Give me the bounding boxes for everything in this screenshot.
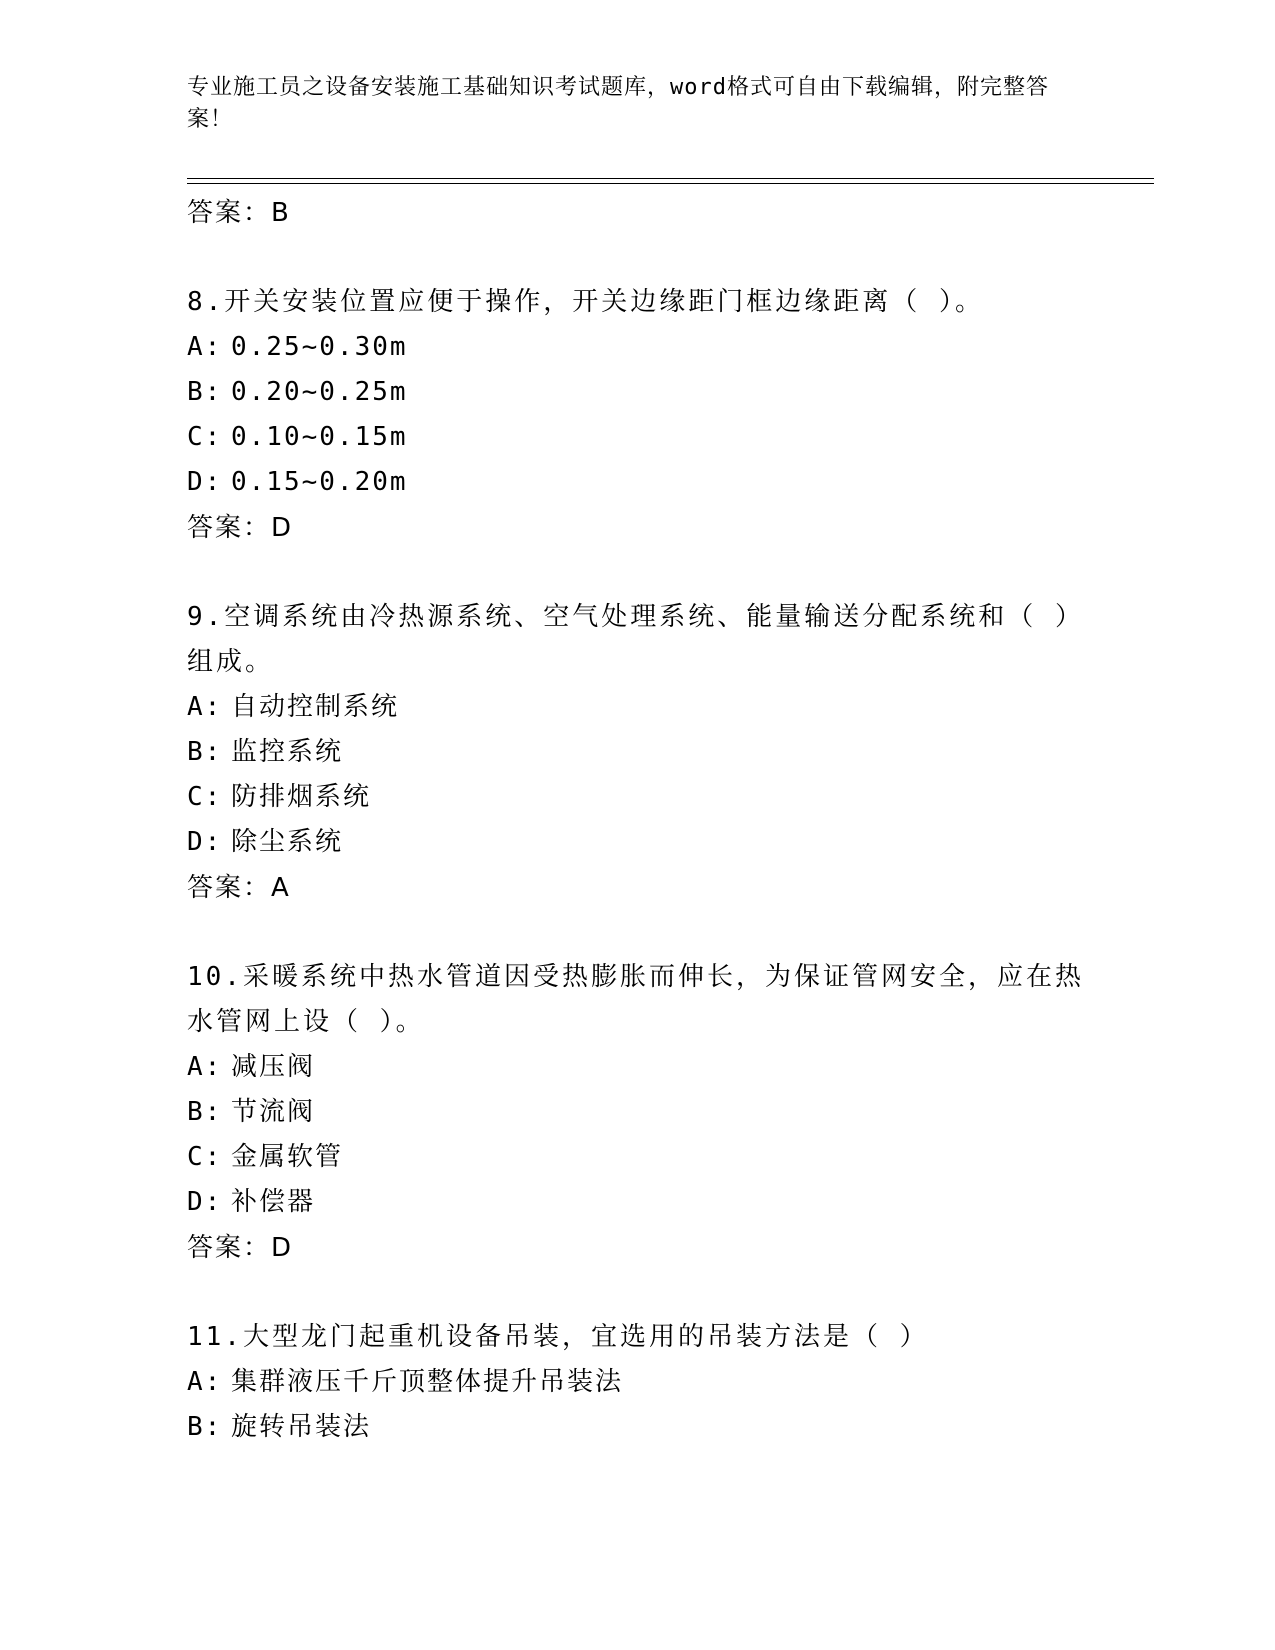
option-line [187, 1045, 1087, 1090]
option-text: 0.25~0.30m [231, 332, 408, 362]
header-divider-bottom [187, 183, 1154, 184]
option-letter: C: [187, 782, 223, 812]
option-letter: C: [187, 1142, 223, 1172]
option-text: 0.20~0.25m [231, 377, 408, 407]
option-line [187, 415, 1087, 460]
option-letter: B: [187, 1097, 223, 1127]
option-line [187, 370, 1087, 415]
option-text: 除尘系统 [231, 827, 344, 857]
option-line [187, 820, 1087, 865]
option-text: 金属软管 [231, 1142, 344, 1172]
option-line [187, 1405, 1087, 1450]
option-letter: B: [187, 1412, 223, 1442]
option-line [187, 1360, 1087, 1405]
question-block [187, 1315, 1087, 1450]
option-text: 监控系统 [231, 737, 344, 767]
option-line [187, 730, 1087, 775]
option-letter: C: [187, 422, 223, 452]
option-text: 0.10~0.15m [231, 422, 408, 452]
option-line [187, 1135, 1087, 1180]
option-text: 集群液压千斤顶整体提升吊装法 [231, 1367, 624, 1397]
answer-line: 答案：B [187, 198, 291, 228]
option-text: 节流阀 [231, 1097, 316, 1127]
question-block [187, 955, 1087, 1271]
question-block [187, 280, 1087, 551]
option-text: 减压阀 [231, 1052, 316, 1082]
option-line [187, 685, 1087, 730]
option-line [187, 1090, 1087, 1135]
header-divider-top [187, 178, 1154, 179]
option-letter: A: [187, 692, 223, 722]
question-stem: 9.空调系统由冷热源系统、空气处理系统、能量输送分配系统和（ ）组成。 [187, 602, 1084, 677]
option-letter: D: [187, 467, 223, 497]
question-stem: 8.开关安装位置应便于操作，开关边缘距门框边缘距离（ ）。 [187, 287, 984, 317]
option-line [187, 775, 1087, 820]
option-text: 防排烟系统 [231, 782, 372, 812]
option-letter: B: [187, 377, 223, 407]
option-letter: D: [187, 1187, 223, 1217]
option-letter: D: [187, 827, 223, 857]
option-letter: A: [187, 332, 223, 362]
option-line [187, 460, 1087, 505]
question-block [187, 595, 1087, 911]
question-stem: 11.大型龙门起重机设备吊装，宜选用的吊装方法是（ ） [187, 1322, 929, 1352]
answer-line: 答案：D [187, 513, 294, 543]
document-header: 专业施工员之设备安装施工基础知识考试题库，word格式可自由下载编辑，附完整答案！ [187, 75, 1049, 132]
option-letter: B: [187, 737, 223, 767]
question-stem: 10.采暖系统中热水管道因受热膨胀而伸长，为保证管网安全，应在热水管网上设（ ）。 [187, 962, 1084, 1037]
answer-line: 答案：A [187, 873, 291, 903]
option-letter: A: [187, 1052, 223, 1082]
option-text: 0.15~0.20m [231, 467, 408, 497]
answer-line: 答案：D [187, 1233, 294, 1263]
option-letter: A: [187, 1367, 223, 1397]
option-text: 补偿器 [231, 1187, 316, 1217]
option-text: 旋转吊装法 [231, 1412, 372, 1442]
exam-content [187, 190, 1087, 1450]
option-line [187, 325, 1087, 370]
option-text: 自动控制系统 [231, 692, 400, 722]
option-line [187, 1180, 1087, 1225]
